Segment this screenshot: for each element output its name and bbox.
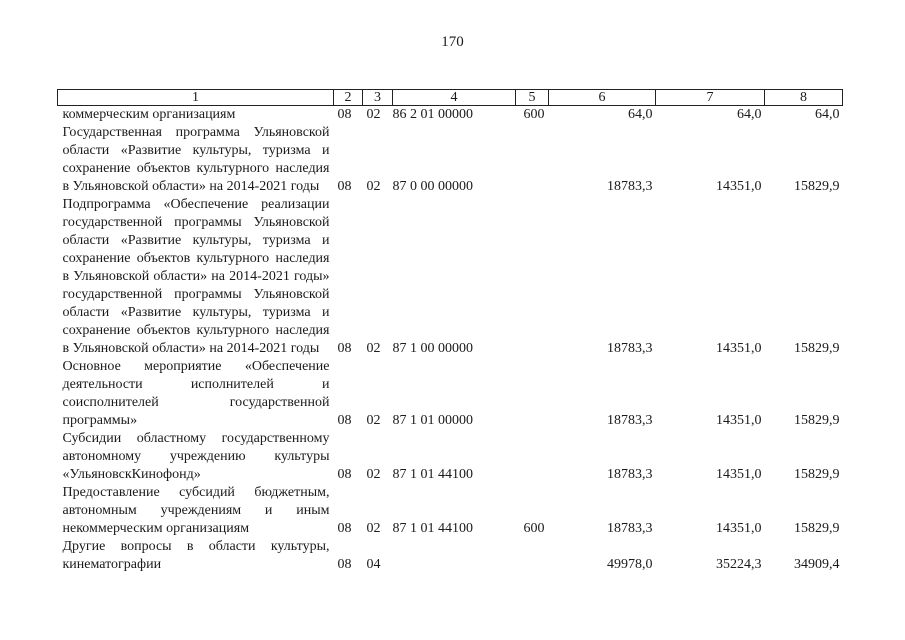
table-row <box>58 484 843 538</box>
row-name: Основное мероприятие «Обеспечение деятельности исполнителей и соисполнителей государственной программы» <box>62 359 330 428</box>
row-subsection: 02 <box>366 413 381 428</box>
table-row <box>58 430 843 484</box>
header-col-4: 4 <box>393 90 516 106</box>
row-amount-year3: 15829,9 <box>794 521 840 536</box>
table-row <box>58 538 843 574</box>
row-target-article <box>393 538 516 574</box>
table-row <box>58 124 843 196</box>
header-col-3: 3 <box>363 90 393 106</box>
header-col-7: 7 <box>656 90 765 106</box>
row-amount-year1: 18783,3 <box>607 341 653 356</box>
row-amount-year2: 64,0 <box>737 107 762 122</box>
row-section: 08 <box>337 413 352 428</box>
row-amount-year2: 14351,0 <box>716 413 762 428</box>
header-col-1: 1 <box>58 90 334 106</box>
row-expense-type: 600 <box>523 107 545 122</box>
row-name: Субсидии областному государственному автономному учреждению культуры «УльяновскКинофонд» <box>62 431 330 482</box>
row-name: Подпрограмма «Обеспечение реализации государственной программы Ульяновской области «Развитие культуры, туризма и сохранение объектов культурного наследия в Ульяновской области» на 2014-2021 годы» государственной программы Ульяновской области «Развитие культуры, туризма и сохранение объектов культурного наследия в Ульяновской области» на 2014-2021 годы <box>62 197 330 356</box>
row-target-article: 87 0 00 00000 <box>392 179 473 194</box>
header-col-5: 5 <box>516 90 549 106</box>
table-row <box>58 106 843 125</box>
row-section: 08 <box>337 179 352 194</box>
row-name: Другие вопросы в области культуры, кинематографии <box>62 539 330 572</box>
row-amount-year1: 18783,3 <box>607 467 653 482</box>
row-expense-type <box>516 430 549 484</box>
row-subsection: 02 <box>366 521 381 536</box>
row-expense-type: 600 <box>523 521 545 536</box>
row-name: Предоставление субсидий бюджетным, автономным учреждениям и иным некоммерческим организациям <box>62 485 330 536</box>
page-number: 170 <box>441 34 464 50</box>
row-target-article: 87 1 01 00000 <box>392 413 473 428</box>
row-amount-year3: 15829,9 <box>794 341 840 356</box>
header-col-8: 8 <box>765 90 843 106</box>
row-amount-year3: 15829,9 <box>794 467 840 482</box>
row-name: Государственная программа Ульяновской области «Развитие культуры, туризма и сохранение объектов культурного наследия в Ульяновской области» на 2014-2021 годы <box>62 125 330 194</box>
row-section: 08 <box>337 341 352 356</box>
row-subsection: 02 <box>366 341 381 356</box>
table-row <box>58 196 843 358</box>
row-amount-year1: 18783,3 <box>607 413 653 428</box>
row-amount-year2: 14351,0 <box>716 521 762 536</box>
row-target-article: 86 2 01 00000 <box>392 107 473 122</box>
row-amount-year1: 64,0 <box>628 107 653 122</box>
row-expense-type <box>516 124 549 196</box>
row-subsection: 04 <box>366 557 381 572</box>
row-amount-year3: 64,0 <box>815 107 840 122</box>
budget-table <box>57 89 843 574</box>
row-amount-year2: 14351,0 <box>716 341 762 356</box>
row-amount-year1: 18783,3 <box>607 179 653 194</box>
row-amount-year2: 35224,3 <box>716 557 762 572</box>
row-expense-type <box>516 358 549 430</box>
row-section: 08 <box>337 467 352 482</box>
table-row <box>58 358 843 430</box>
row-amount-year1: 18783,3 <box>607 521 653 536</box>
row-subsection: 02 <box>366 179 381 194</box>
row-amount-year2: 14351,0 <box>716 179 762 194</box>
row-section: 08 <box>337 521 352 536</box>
row-amount-year3: 15829,9 <box>794 179 840 194</box>
row-expense-type <box>516 538 549 574</box>
header-row <box>58 90 843 106</box>
row-subsection: 02 <box>366 467 381 482</box>
row-amount-year1: 49978,0 <box>607 557 653 572</box>
row-name: коммерческим организациям <box>62 107 236 122</box>
row-target-article: 87 1 01 44100 <box>392 521 473 536</box>
row-amount-year3: 15829,9 <box>794 413 840 428</box>
row-target-article: 87 1 01 44100 <box>392 467 473 482</box>
row-section: 08 <box>337 107 352 122</box>
header-col-2: 2 <box>334 90 363 106</box>
row-subsection: 02 <box>366 107 381 122</box>
row-expense-type <box>516 196 549 358</box>
row-section: 08 <box>337 557 352 572</box>
row-target-article: 87 1 00 00000 <box>392 341 473 356</box>
row-amount-year3: 34909,4 <box>794 557 840 572</box>
header-col-6: 6 <box>549 90 656 106</box>
row-amount-year2: 14351,0 <box>716 467 762 482</box>
